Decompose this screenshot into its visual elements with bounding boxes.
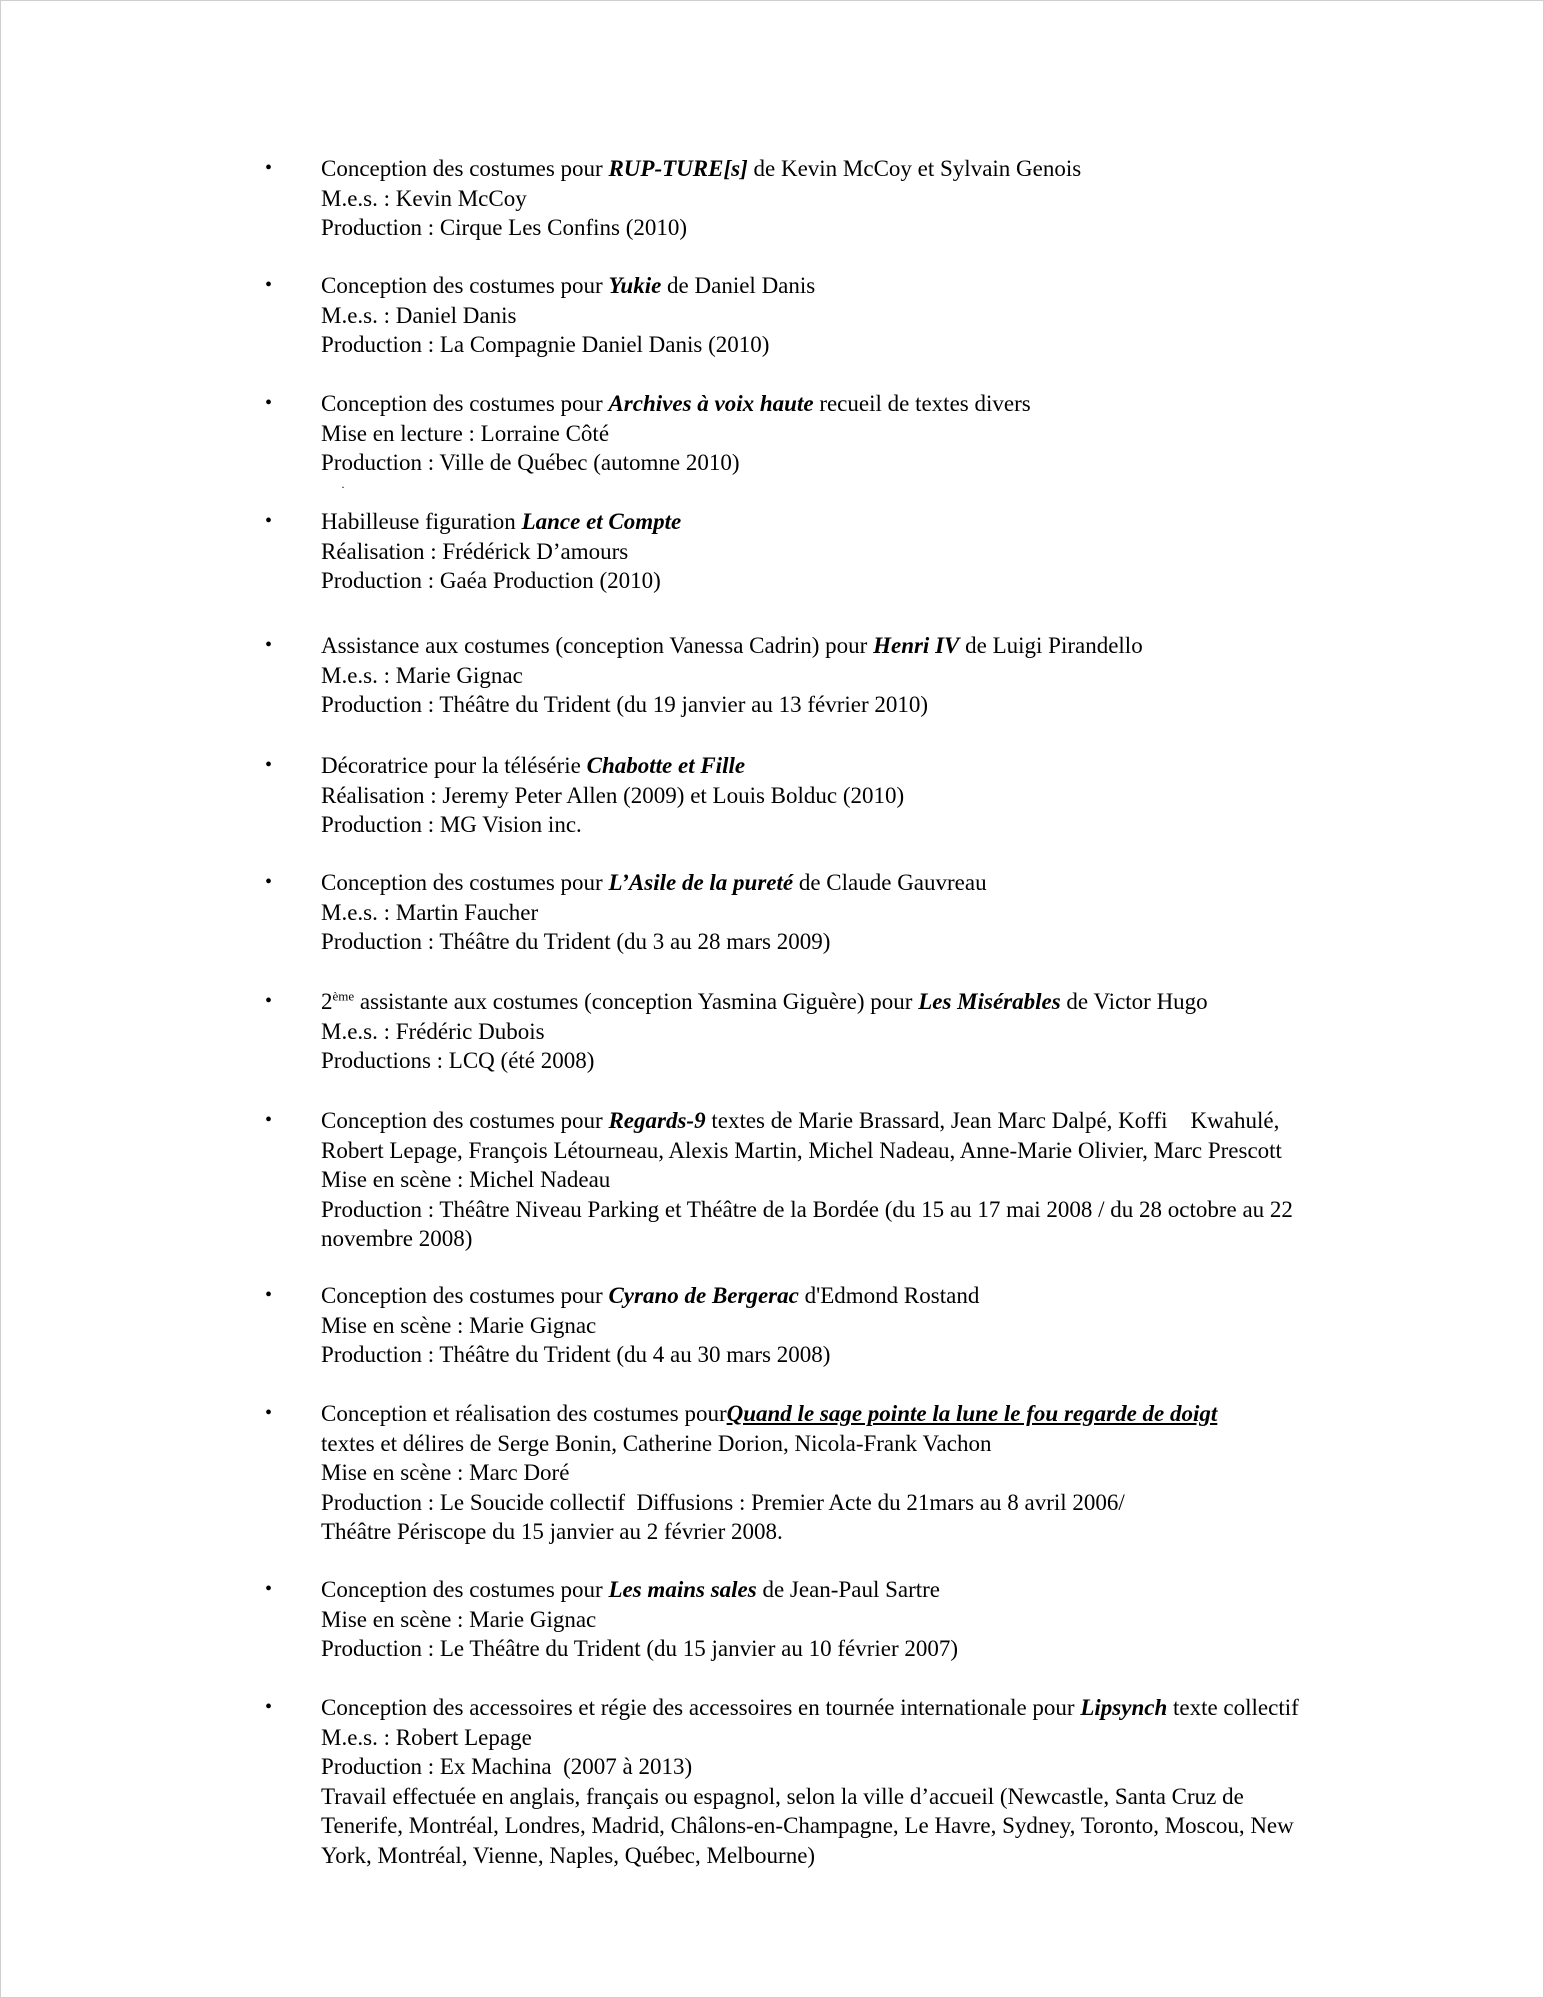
entry-detail: Production : Théâtre Niveau Parking et Théâtre de la Bordée (du 15 au 17 mai 2008 / du 28 octobre au 22	[321, 1196, 1293, 1222]
entry-heading: 2ème assistante aux costumes (conception Yasmina Giguère) pour Les Misérables de Victor Hugo	[321, 988, 1208, 1014]
work-title: Lance et Compte	[521, 509, 682, 534]
list-item	[265, 631, 1401, 720]
work-title: Archives à voix haute	[608, 391, 814, 416]
list-item	[265, 1281, 1401, 1370]
entry-detail: Théâtre Périscope du 15 janvier au 2 février 2008.	[321, 1519, 783, 1544]
entry-heading: Conception des costumes pour Regards-9 textes de Marie Brassard, Jean Marc Dalpé, Koffi Kwahulé,	[321, 1108, 1280, 1133]
entry-detail: Réalisation : Frédérick D’amours	[321, 538, 629, 564]
bullet: •	[265, 510, 273, 532]
entry-detail: Production : Le Théâtre du Trident (du 15 janvier au 10 février 2007)	[321, 1636, 959, 1661]
bullet: •	[265, 1109, 273, 1131]
list-item	[265, 868, 1401, 957]
work-title: Chabotte et Fille	[586, 753, 746, 778]
entry-heading: Conception et réalisation des costumes pourQuand le sage pointe la lune le fou regarde de doigt	[321, 1401, 1218, 1426]
entry-detail: Production : La Compagnie Daniel Danis (2010)	[321, 332, 770, 357]
entry-detail: Production : Gaéa Production (2010)	[321, 568, 661, 593]
bullet: •	[265, 274, 273, 296]
entry-detail: Production : MG Vision inc.	[321, 812, 582, 837]
entry-detail: M.e.s. : Martin Faucher	[321, 899, 539, 925]
entry-heading: Conception des costumes pour Les mains sales de Jean-Paul Sartre	[321, 1577, 940, 1602]
work-title: L’Asile de la pureté	[608, 870, 794, 895]
entry-detail: Mise en scène : Marie Gignac	[321, 1606, 597, 1632]
entry-heading: Assistance aux costumes (conception Vanessa Cadrin) pour Henri IV de Luigi Pirandello	[321, 633, 1143, 658]
entry-detail: Production : Théâtre du Trident (du 3 au 28 mars 2009)	[321, 929, 831, 954]
entry-heading: Conception des accessoires et régie des accessoires en tournée internationale pour Lipsynch texte collectif	[321, 1695, 1299, 1720]
work-title: RUP-TURE[s]	[608, 156, 748, 181]
bullet: •	[265, 1696, 273, 1718]
entry-detail: Tenerife, Montréal, Londres, Madrid, Châlons-en-Champagne, Le Havre, Sydney, Toronto, Moscou, New	[321, 1813, 1294, 1838]
work-title: Lipsynch	[1080, 1695, 1168, 1720]
entry-detail: Mise en scène : Marie Gignac	[321, 1312, 597, 1338]
list-item	[265, 1399, 1401, 1547]
list-item	[265, 987, 1401, 1076]
entry-heading: Habilleuse figuration Lance et Compte	[321, 509, 682, 534]
work-title: Les Misérables	[918, 989, 1061, 1014]
work-title: Quand le sage pointe la lune le fou regarde de doigt	[726, 1401, 1218, 1426]
entry-detail: Productions : LCQ (été 2008)	[321, 1048, 595, 1073]
entry-detail: Réalisation : Jeremy Peter Allen (2009) et Louis Bolduc (2010)	[321, 782, 905, 808]
list-item	[265, 1693, 1401, 1870]
entry-heading: Conception des costumes pour Yukie de Daniel Danis	[321, 273, 816, 298]
list-item	[265, 1106, 1401, 1254]
list-item	[265, 389, 1401, 478]
work-title: Henri IV	[873, 633, 960, 658]
list-item	[265, 507, 1401, 596]
list-item	[265, 154, 1401, 243]
entry-detail: M.e.s. : Frédéric Dubois	[321, 1018, 545, 1044]
bullet: •	[265, 157, 273, 179]
bullet: •	[265, 1578, 273, 1600]
bullet: •	[265, 871, 273, 893]
work-title: Yukie	[608, 273, 662, 298]
bullet: •	[265, 990, 273, 1012]
entry-detail: Production : Cirque Les Confins (2010)	[321, 215, 688, 240]
entry-detail: Mise en scène : Marc Doré	[321, 1460, 570, 1485]
bullet: •	[265, 634, 273, 656]
entry-detail: Production : Ville de Québec (automne 2010)	[321, 450, 740, 475]
entry-detail: Travail effectuée en anglais, français ou espagnol, selon la ville d’accueil (Newcastle, Santa Cruz de	[321, 1783, 1244, 1809]
work-title: Cyrano de Bergerac	[608, 1283, 799, 1308]
entry-detail: Production : Ex Machina (2007 à 2013)	[321, 1754, 693, 1779]
entry-detail: Production : Théâtre du Trident (du 4 au 30 mars 2008)	[321, 1342, 831, 1367]
stray-dot: ·	[341, 480, 345, 494]
entry-detail: Mise en lecture : Lorraine Côté	[321, 420, 610, 446]
bullet: •	[265, 1284, 273, 1306]
entry-heading: Conception des costumes pour Archives à voix haute recueil de textes divers	[321, 391, 1031, 416]
entry-detail: Robert Lepage, François Létourneau, Alexis Martin, Michel Nadeau, Anne-Marie Olivier, Marc Prescott	[321, 1137, 1282, 1163]
entry-heading: Conception des costumes pour Cyrano de Bergerac d'Edmond Rostand	[321, 1283, 980, 1308]
entry-detail: Production : Théâtre du Trident (du 19 janvier au 13 février 2010)	[321, 692, 929, 717]
bullet: •	[265, 754, 273, 776]
entry-detail: M.e.s. : Daniel Danis	[321, 302, 517, 328]
bullet: •	[265, 392, 273, 414]
list-item	[265, 271, 1401, 360]
entry-detail: M.e.s. : Robert Lepage	[321, 1724, 532, 1750]
entry-detail: M.e.s. : Kevin McCoy	[321, 185, 527, 211]
work-title: Regards-9	[608, 1108, 706, 1133]
list-item	[265, 1575, 1401, 1664]
entry-heading: Décoratrice pour la télésérie Chabotte et Fille	[321, 753, 746, 778]
entry-detail: M.e.s. : Marie Gignac	[321, 662, 523, 688]
entry-detail: Mise en scène : Michel Nadeau	[321, 1167, 611, 1192]
bullet: •	[265, 1402, 273, 1424]
list-item	[265, 751, 1401, 840]
entry-detail: novembre 2008)	[321, 1226, 473, 1251]
work-title: Les mains sales	[608, 1577, 757, 1602]
entry-detail: textes et délires de Serge Bonin, Catherine Dorion, Nicola-Frank Vachon	[321, 1430, 992, 1456]
entry-heading: Conception des costumes pour L’Asile de la pureté de Claude Gauvreau	[321, 870, 987, 895]
entry-detail: York, Montréal, Vienne, Naples, Québec, Melbourne)	[321, 1842, 816, 1868]
entry-detail: Production : Le Soucide collectif Diffusions : Premier Acte du 21mars au 8 avril 2006/	[321, 1489, 1125, 1515]
entry-heading: Conception des costumes pour RUP-TURE[s] de Kevin McCoy et Sylvain Genois	[321, 156, 1082, 181]
